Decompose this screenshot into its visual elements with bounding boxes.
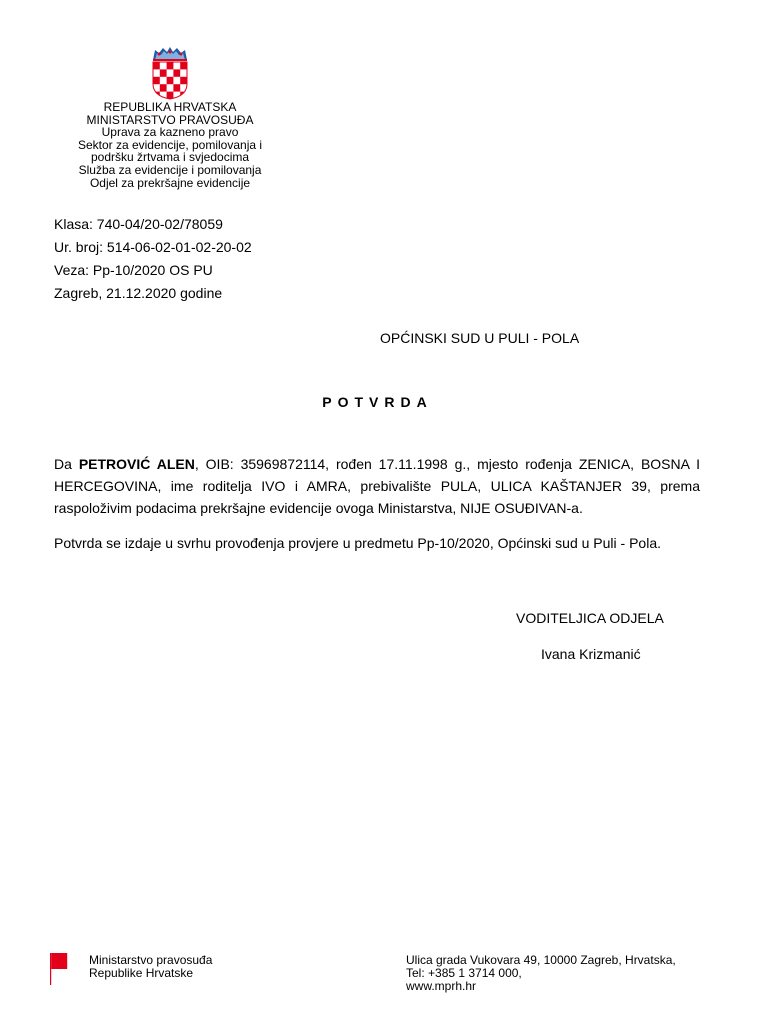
header-line: MINISTARSTVO PRAVOSUĐA bbox=[86, 112, 254, 127]
ur-broj-number: Ur. broj: 514-06-02-01-02-20-02 bbox=[54, 239, 252, 255]
institution-header bbox=[50, 101, 290, 189]
header-line: Služba za evidencije i pomilovanja bbox=[78, 162, 262, 177]
footer-website-link[interactable]: www.mprh.hr bbox=[406, 979, 477, 993]
veza-reference: Veza: Pp-10/2020 OS PU bbox=[54, 262, 213, 278]
klasa-number: Klasa: 740-04/20-02/78059 bbox=[54, 216, 223, 232]
signature-title: VODITELJICA ODJELA bbox=[516, 610, 664, 626]
reference-block bbox=[54, 213, 252, 305]
body-prefix: Da bbox=[54, 456, 79, 472]
footer-line: Ministarstvo pravosuđa bbox=[89, 953, 213, 967]
croatian-coat-of-arms-icon bbox=[149, 46, 191, 100]
header-line: REPUBLIKA HRVATSKA bbox=[103, 100, 237, 114]
signature-name: Ivana Krizmanić bbox=[541, 646, 641, 662]
footer-address bbox=[406, 954, 676, 993]
header-line: Uprava za kazneno pravo bbox=[101, 125, 239, 140]
recipient: OPĆINSKI SUD U PULI - POLA bbox=[380, 330, 580, 346]
document-title: POTVRDA bbox=[322, 394, 433, 410]
header-line: Sektor za evidencije, pomilovanja i bbox=[77, 137, 263, 152]
header-line: podršku žrtvama i svjedocima bbox=[90, 150, 250, 165]
body-paragraph bbox=[54, 453, 700, 519]
purpose-paragraph: Potvrda se izdaje u svrhu provođenja provjere u predmetu Pp-10/2020, Općinski sud u Puli - Pola. bbox=[54, 535, 662, 551]
person-name: PETROVIĆ ALEN bbox=[78, 456, 195, 472]
body-text: , OIB: 35969872114, rođen 17.11.1998 g., mjesto rođenja ZENICA, BOSNA I HERCEGOVINA, ime roditelja IVO i AMRA, prebivalište PULA, ULICA KAŠTANJER 39, prema raspoloživim podacima prekršajne evidencije ovoga Ministarstva, NIJE OSUĐIVAN-a. bbox=[54, 456, 700, 516]
footer-ministry bbox=[89, 954, 212, 980]
footer-address-line: Ulica grada Vukovara 49, 10000 Zagreb, Hrvatska, bbox=[406, 953, 676, 967]
footer-phone: Tel: +385 1 3714 000, bbox=[406, 966, 522, 980]
header-line: Odjel za prekršajne evidencije bbox=[89, 175, 251, 190]
footer-line: Republike Hrvatske bbox=[89, 966, 194, 980]
issue-date: Zagreb, 21.12.2020 godine bbox=[54, 285, 223, 301]
flag-icon bbox=[50, 953, 68, 985]
